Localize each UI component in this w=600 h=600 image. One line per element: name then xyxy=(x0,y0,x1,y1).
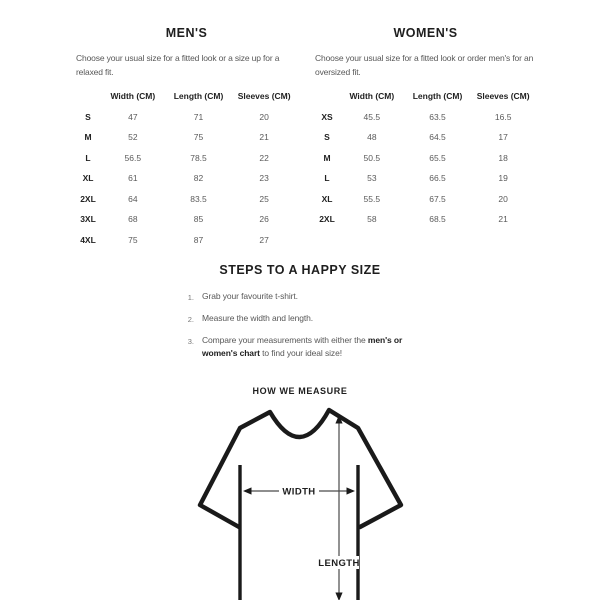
width-value: 56.5 xyxy=(124,152,142,163)
sleeves-value: 16.5 xyxy=(494,111,512,122)
size-label: 4XL xyxy=(80,234,96,245)
width-value: 50.5 xyxy=(363,152,381,163)
size-label: XL xyxy=(321,193,333,204)
step-text-prefix: Compare your measurements with either the xyxy=(202,335,368,345)
width-label: WIDTH xyxy=(282,486,316,498)
sleeves-value: 21 xyxy=(498,214,508,225)
length-value: 83.5 xyxy=(190,193,207,204)
sleeves-value: 27 xyxy=(259,234,269,245)
table-row xyxy=(76,127,297,148)
length-value: 87 xyxy=(193,234,204,245)
length-value: 63.5 xyxy=(429,111,446,122)
sleeves-value: 22 xyxy=(259,152,269,163)
steps-section xyxy=(0,263,600,360)
size-label: XS xyxy=(321,111,333,122)
table-header-row xyxy=(76,86,297,107)
step-item xyxy=(184,290,416,304)
table-row xyxy=(76,107,297,128)
length-value: 85 xyxy=(193,214,204,225)
sleeves-value: 23 xyxy=(259,173,269,184)
steps-title: STEPS TO A HAPPY SIZE xyxy=(219,263,381,277)
sleeves-value: 17 xyxy=(498,132,508,143)
sleeves-value: 20 xyxy=(259,111,269,122)
womens-size-table xyxy=(315,86,536,230)
width-value: 48 xyxy=(367,132,377,143)
width-value: 68 xyxy=(128,214,138,225)
sleeves-value: 21 xyxy=(259,132,269,143)
sleeves-value: 20 xyxy=(498,193,508,204)
size-label: XL xyxy=(82,173,94,184)
table-header-row xyxy=(315,86,536,107)
womens-title: WOMEN'S xyxy=(393,26,458,40)
size-label: S xyxy=(85,111,91,122)
mens-title: MEN'S xyxy=(165,26,208,40)
mens-description: Choose your usual size for a fitted look or a size up for a relaxed fit. xyxy=(76,53,280,77)
size-label: L xyxy=(85,152,91,163)
size-label: 2XL xyxy=(80,193,96,204)
length-arrow xyxy=(318,415,359,600)
womens-description: Choose your usual size for a fitted look or order men's for an oversized fit. xyxy=(315,53,534,77)
measure-title: HOW WE MEASURE xyxy=(252,386,348,396)
length-value: 64.5 xyxy=(429,132,446,143)
table-row xyxy=(76,230,297,251)
width-value: 52 xyxy=(128,132,138,143)
size-chart-columns xyxy=(0,0,600,250)
step-text: Measure the width and length. xyxy=(202,313,313,323)
sleeves-value: 25 xyxy=(259,193,269,204)
width-value: 75 xyxy=(128,234,138,245)
width-value: 45.5 xyxy=(363,111,381,122)
length-label: LENGTH xyxy=(318,558,360,569)
size-label: L xyxy=(324,173,330,184)
womens-section xyxy=(315,26,536,250)
measure-section xyxy=(0,386,600,600)
step-number: 2. xyxy=(187,315,194,324)
step-item xyxy=(184,312,416,326)
length-value: 66.5 xyxy=(429,173,446,184)
width-value: 47 xyxy=(128,111,138,122)
steps-list xyxy=(184,290,416,360)
width-value: 55.5 xyxy=(363,193,381,204)
size-label: 3XL xyxy=(80,214,96,225)
length-value: 67.5 xyxy=(429,193,446,204)
table-row xyxy=(76,209,297,230)
width-value: 64 xyxy=(128,193,138,204)
tshirt-measure-diagram xyxy=(188,401,412,600)
table-row xyxy=(315,148,536,169)
table-row xyxy=(315,127,536,148)
length-value: 65.5 xyxy=(429,152,446,163)
length-value: 78.5 xyxy=(190,152,207,163)
step-text: Grab your favourite t-shirt. xyxy=(202,291,298,301)
step-number: 1. xyxy=(187,293,194,302)
table-row xyxy=(315,168,536,189)
table-row xyxy=(76,148,297,169)
size-label: M xyxy=(84,132,92,143)
length-value: 71 xyxy=(193,111,204,122)
step-text xyxy=(202,334,416,360)
table-row xyxy=(315,189,536,210)
length-value: 75 xyxy=(193,132,204,143)
table-row xyxy=(76,189,297,210)
header-sleeves: Sleeves (CM) xyxy=(476,91,530,102)
tshirt-outline xyxy=(200,410,401,527)
step-number: 3. xyxy=(187,337,194,346)
header-sleeves: Sleeves (CM) xyxy=(237,91,291,102)
width-value: 58 xyxy=(367,214,377,225)
width-arrow xyxy=(243,484,355,498)
step-item xyxy=(184,334,416,360)
table-row xyxy=(315,209,536,230)
size-label: M xyxy=(323,152,331,163)
length-value: 68.5 xyxy=(429,214,446,225)
header-length: Length (CM) xyxy=(173,91,224,102)
step-text-suffix: to find your ideal size! xyxy=(259,348,342,358)
width-value: 61 xyxy=(128,173,138,184)
header-width: Width (CM) xyxy=(110,91,156,102)
size-label: 2XL xyxy=(319,214,335,225)
step-text-bold: men's or women's chart xyxy=(202,335,403,358)
mens-size-table xyxy=(76,86,297,250)
header-width: Width (CM) xyxy=(349,91,395,102)
width-value: 53 xyxy=(367,173,377,184)
table-row xyxy=(76,168,297,189)
length-value: 82 xyxy=(193,173,204,184)
table-row xyxy=(315,107,536,128)
sleeves-value: 18 xyxy=(498,152,508,163)
sleeves-value: 26 xyxy=(259,214,269,225)
header-length: Length (CM) xyxy=(412,91,463,102)
mens-section xyxy=(76,26,297,250)
size-label: S xyxy=(324,132,330,143)
sleeves-value: 19 xyxy=(498,173,508,184)
